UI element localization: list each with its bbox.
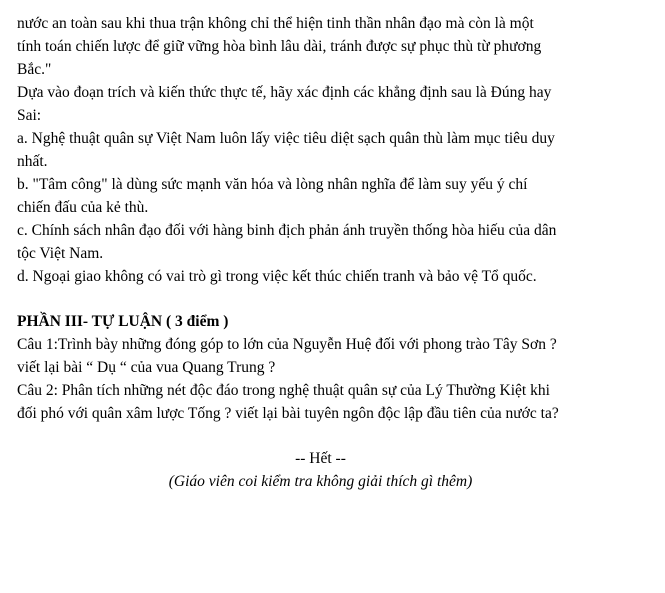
question-1-line-1: Câu 1:Trình bày những đóng góp to lớn của Nguyễn Huệ đối với phong trào Tây Sơn ? xyxy=(17,336,557,353)
question-2-line-1: Câu 2: Phân tích những nét độc đáo trong nghệ thuật quân sự của Lý Thường Kiệt khi xyxy=(17,382,550,399)
statement-b-line-1: b. "Tâm công" là dùng sức mạnh văn hóa và lòng nhân nghĩa để làm suy yếu ý chí xyxy=(17,176,528,193)
statement-b-line-2: chiến đấu của kẻ thù. xyxy=(17,199,149,216)
statement-c-line-2: tộc Việt Nam. xyxy=(17,245,104,262)
statement-d-line-1: d. Ngoại giao không có vai trò gì trong việc kết thúc chiến tranh và bảo vệ Tổ quốc. xyxy=(17,268,537,285)
prompt-line-2: Sai: xyxy=(17,107,42,124)
document-page xyxy=(17,12,647,493)
section-spacer xyxy=(17,288,647,310)
statement-a-line-1: a. Nghệ thuật quân sự Việt Nam luôn lấy việc tiêu diệt sạch quân thù làm mục tiêu duy xyxy=(17,130,555,147)
prompt-line-1: Dựa vào đoạn trích và kiến thức thực tế, hãy xác định các khẳng định sau là Đúng hay xyxy=(17,84,552,101)
intro-line-3: Bắc." xyxy=(17,61,52,78)
part-3-title: PHẦN III- TỰ LUẬN ( 3 điểm ) xyxy=(17,313,229,330)
statement-a-line-2: nhất. xyxy=(17,153,48,170)
footer-spacer xyxy=(17,425,647,447)
question-2-line-2: đối phó với quân xâm lược Tống ? viết lại bài tuyên ngôn độc lập đầu tiên của nước ta? xyxy=(17,405,559,422)
end-marker: -- Hết -- xyxy=(295,450,346,467)
intro-line-1: nước an toàn sau khi thua trận không chỉ thể hiện tinh thần nhân đạo mà còn là một xyxy=(17,15,534,32)
intro-line-2: tính toán chiến lược để giữ vững hòa bình lâu dài, tránh được sự phục thù từ phương xyxy=(17,38,542,55)
statement-c-line-1: c. Chính sách nhân đạo đối với hàng binh địch phản ánh truyền thống hòa hiếu của dân xyxy=(17,222,557,239)
proctor-note: (Giáo viên coi kiểm tra không giải thích gì thêm) xyxy=(168,473,473,490)
question-1-line-2: viết lại bài “ Dụ “ của vua Quang Trung ? xyxy=(17,359,276,376)
